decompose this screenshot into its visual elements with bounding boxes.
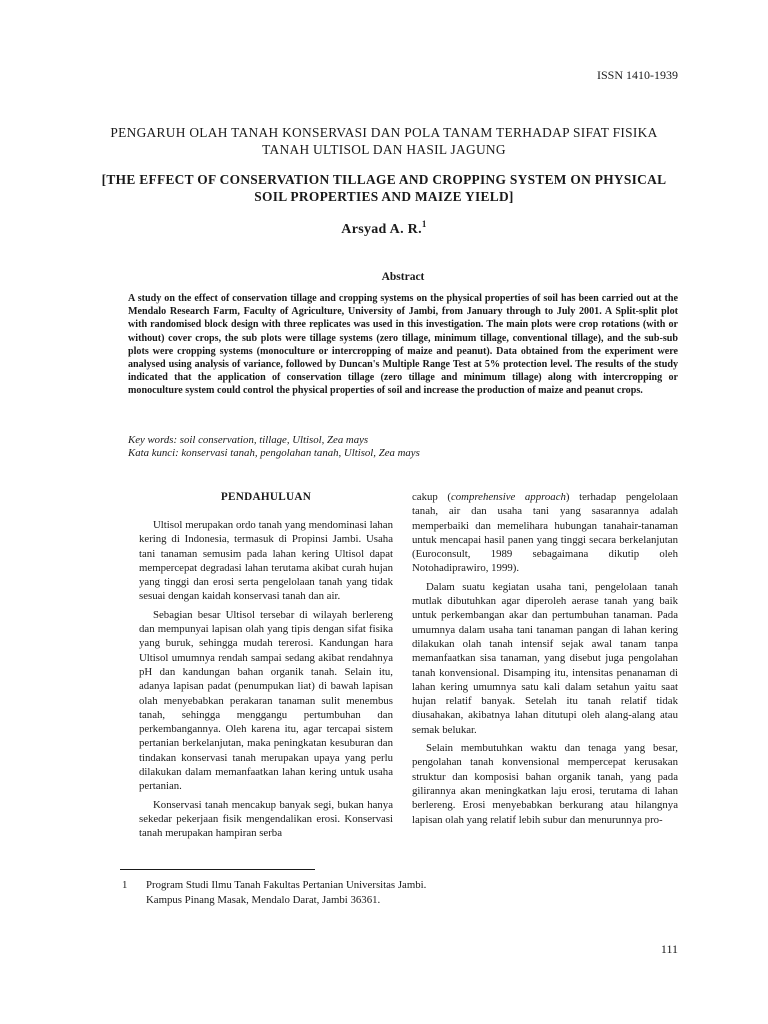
paragraph-text: ) terhadap pengelolaan tanah, air dan usaha tani yang sasarannya adalah memperbaiki dan memelihara hubungan tanahair-tanaman untuk mencapai hasil panen yang tinggi secara berkelanjutan (Euroconsult, 1989 sebagaimana dikutip oleh Notohadiprawiro, 1999). bbox=[412, 491, 679, 575]
title-indonesian: PENGARUH OLAH TANAH KONSERVASI DAN POLA TANAM TERHADAP SIFAT FISIKA TANAH ULTISOL DAN HASIL JAGUNG bbox=[110, 125, 658, 157]
right-column bbox=[412, 490, 678, 831]
paragraph: Konservasi tanah mencakup banyak segi, bukan hanya sekedar pekerjaan fisik mengendalikan erosi. Konservasi tanah merupakan hampiran serba bbox=[139, 798, 393, 840]
paragraph: Ultisol merupakan ordo tanah yang mendominasi lahan kering di Indonesia, termasuk di Propinsi Jambi. Usaha tani tanaman semusim pada lahan kering Ultisol dapat mempercepat degradasi lahan terutama akibat curah hujan yang tinggi dan erosi serta pengelolaan tanah yang tidak sesuai dengan kaidah konservasi tanah dan air. bbox=[139, 519, 393, 603]
author-name: Arsyad A. R. bbox=[341, 222, 422, 237]
abstract-body: A study on the effect of conservation tillage and cropping systems on the physical properties of soil has been carried out at the Mendalo Research Farm, Faculty of Agriculture, University of Jambi, from January through to July 2001. A Split-split plot with randomised block design with three replicates was used in this investigation. The main plots were crop rotations (with or without) cover crops, the sub plots were tillage systems (zero tillage, minimum tillage, conventional tillage), and the sub-sub plots were cropping systems (monoculture or intercropping of maize and peanut). Data obtained from the experiment were analysed using analysis of variance, followed by Duncan's Multiple Range Test at 5% protection level. The results of the study indicated that the application of conservation tillage (zero tillage and minimum tillage) along with intercropping or monoculture system could control the physical properties of soil and increase the production of maize and peanut crops. bbox=[128, 293, 678, 397]
paragraph-continued bbox=[412, 490, 678, 576]
footnote-line: Program Studi Ilmu Tanah Fakultas Pertanian Universitas Jambi. bbox=[146, 879, 427, 891]
footnote-divider bbox=[120, 869, 315, 870]
paragraph: Dalam suatu kegiatan usaha tani, pengelolaan tanah mutlak dibutuhkan agar diperoleh aerase tanah yang baik untuk perkembangan akar dan pertumbuhan tanaman. Pada umumnya dalam usaha tani tanaman pangan di lahan kering dilakukan olah tanah intensif sejak awal tanam tanpa memanfaatkan sisa tanaman, yang disebut juga pengolahan tanah konvensional. Disamping itu, intensitas penanaman di lahan kering umumnya satu kali dalam setahun yaitu saat hujan relatif banyak. Setelah itu tanah relatif tidak diusahakan, akibatnya lahan ditutupi oleh alang-alang atau semak belukar. bbox=[412, 580, 678, 736]
title-english: [THE EFFECT OF CONSERVATION TILLAGE AND CROPPING SYSTEM ON PHYSICAL SOIL PROPERTIES AND MAIZE YIELD] bbox=[101, 172, 667, 204]
italic-term: comprehensive approach bbox=[450, 491, 566, 503]
keywords-indonesian: Kata kunci: konservasi tanah, pengolahan tanah, Ultisol, Zea mays bbox=[128, 447, 420, 459]
section-heading: PENDAHULUAN bbox=[220, 491, 312, 503]
left-column bbox=[139, 490, 393, 845]
author-line bbox=[0, 219, 768, 238]
footnote-line: Kampus Pinang Masak, Mendalo Darat, Jambi 36361. bbox=[146, 894, 381, 906]
paragraph: Sebagian besar Ultisol tersebar di wilayah berlereng dan mempunyai lapisan olah yang tipis dengan sifat fisika yang buruk, sehingga mudah tererosi. Kandungan hara Ultisol umumnya rendah sampai sedang akibat rendahnya pH dan kandungan bahan organik tanah. Selain itu, adanya lapisan padat (penumpukan liat) di bawah lapisan olah menyebabkan perakaran tanaman sulit menembus tanah, sehingga menggangu pertumbuhan dan perkembangannya. Oleh karena itu, agar tercapai sistem pertanian berkelanjutan, maka peningkatan kesuburan dan tindakan konservasi tanah merupakan upaya yang perlu dilakukan dalam memanfaatkan lahan kering untuk usaha pertanian. bbox=[139, 608, 393, 793]
keywords-english: Key words: soil conservation, tillage, Ultisol, Zea mays bbox=[128, 434, 369, 446]
page-number: 111 bbox=[660, 942, 678, 956]
footnote-number: 1 bbox=[122, 879, 128, 891]
author-affiliation-marker: 1 bbox=[421, 219, 427, 229]
issn-label: ISSN 1410-1939 bbox=[596, 68, 678, 82]
paragraph: Selain membutuhkan waktu dan tenaga yang besar, pengolahan tanah konvensional mempercepat kerusakan struktur dan komposisi bahan organik tanah, yang pada gilirannya akan meningkatkan laju erosi, terutama di lahan berlereng. Erosi menyebabkan berkurang atau hilangnya lapisan olah yang relatif lebih subur dan menurunnya pro- bbox=[412, 742, 678, 826]
abstract-heading: Abstract bbox=[381, 271, 425, 283]
paragraph-text: cakup ( bbox=[412, 491, 451, 503]
